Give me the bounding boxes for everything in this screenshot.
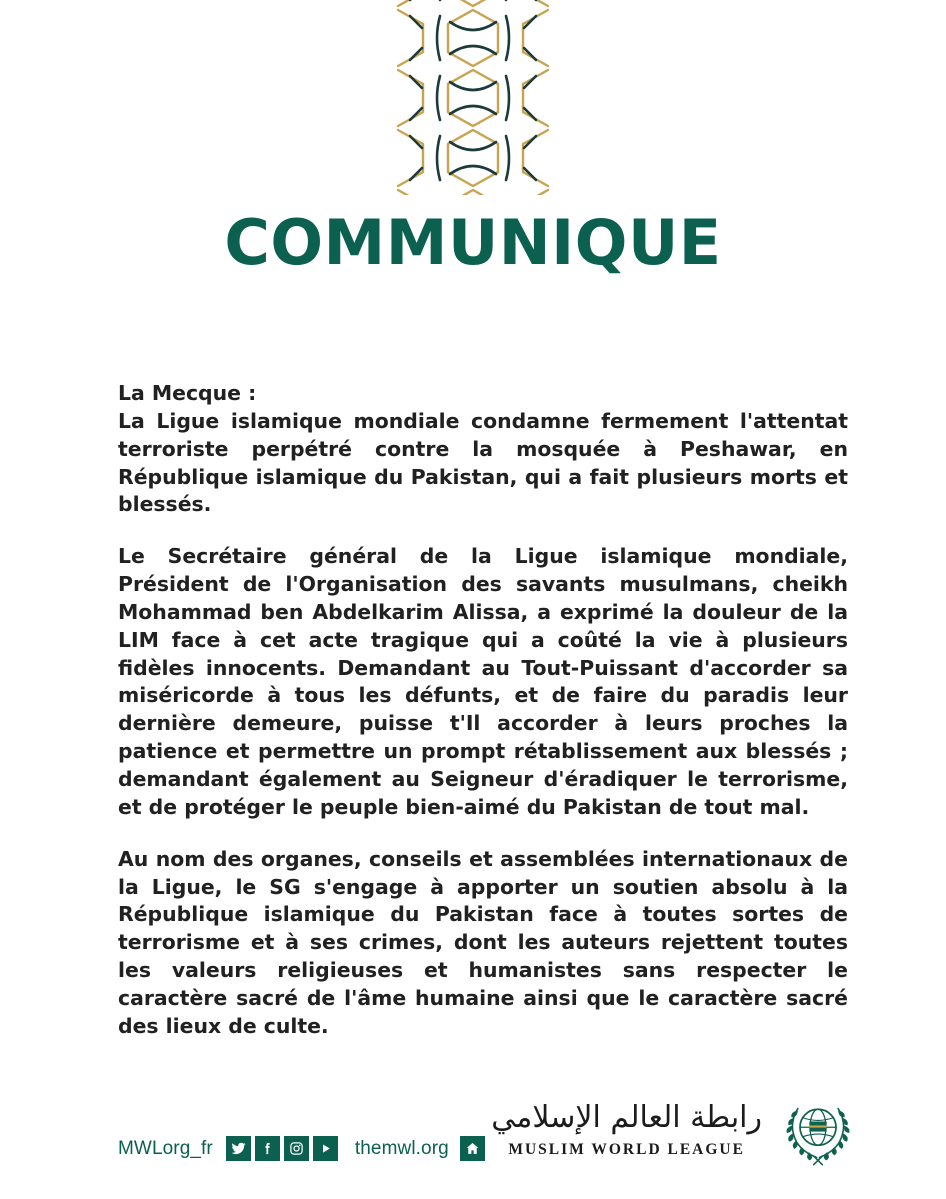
youtube-play-glyph bbox=[318, 1141, 333, 1156]
islamic-geometric-pattern-icon bbox=[388, 0, 558, 195]
facebook-f-glyph bbox=[260, 1141, 275, 1156]
facebook-icon[interactable] bbox=[255, 1136, 280, 1161]
header-ornament bbox=[0, 0, 946, 195]
paragraph-1: La Ligue islamique mondiale condamne fermement l'attentat terroriste perpétré contre la mosquée à Peshawar, en République islamique du Pakistan, qui a fait plusieurs morts et blessés. bbox=[118, 408, 848, 517]
website-url: themwl.org bbox=[354, 1137, 449, 1159]
logo-arabic-name: رابطة العالم الإسلامي bbox=[491, 1100, 762, 1135]
twitter-bird-glyph bbox=[231, 1141, 246, 1156]
paragraph-2: Le Secrétaire général de la Ligue islamique mondiale, Président de l'Organisation des savants musulmans, cheikh Mohammad ben Abdelkarim Alissa, a exprimé la douleur de la LIM face à cet acte tragique qui a coûté la vie à plusieurs fidèles innocents. Demandant au Tout-Puissant d'accorder sa miséricorde à tous les défunts, et de faire du paradis leur dernière demeure, puisse t'Il accorder à leurs proches la patience et permettre un prompt rétablissement aux blessés ; demandant également au Seigneur d'éradiquer le terrorisme, et de protéger le peuple bien-aimé du Pakistan de tout mal. bbox=[118, 544, 848, 819]
paragraph-3: Au nom des organes, conseils et assemblées internationaux de la Ligue, le SG s'engage à apporter un soutien absolu à la République islamique du Pakistan face à toutes sortes de terrorisme et à ses crimes, dont les auteurs rejettent toutes les valeurs religieuses et humanistes sans respecter le caractère sacré de l'âme humaine ainsi que le caractère sacré des lieux de culte. bbox=[118, 846, 848, 1038]
youtube-icon[interactable] bbox=[313, 1136, 338, 1161]
social-links-row bbox=[118, 1136, 485, 1161]
instagram-icon[interactable] bbox=[284, 1136, 309, 1161]
social-handle: MWLorg_fr bbox=[118, 1137, 213, 1159]
page-footer bbox=[0, 1049, 946, 1199]
logo-english-name: MUSLIM WORLD LEAGUE bbox=[508, 1140, 745, 1158]
organization-logo bbox=[491, 1097, 854, 1169]
logo-wordmark bbox=[491, 1097, 762, 1159]
twitter-icon[interactable] bbox=[226, 1136, 251, 1161]
instagram-camera-glyph bbox=[289, 1141, 304, 1156]
page-title: COMMUNIQUE bbox=[224, 206, 722, 279]
dateline: La Mecque : bbox=[118, 381, 257, 405]
lead-paragraph bbox=[118, 380, 848, 519]
communique-body bbox=[118, 380, 848, 1041]
globe-laurel-emblem-icon bbox=[782, 1097, 854, 1169]
home-house-glyph bbox=[465, 1141, 480, 1156]
home-icon[interactable] bbox=[460, 1136, 485, 1161]
